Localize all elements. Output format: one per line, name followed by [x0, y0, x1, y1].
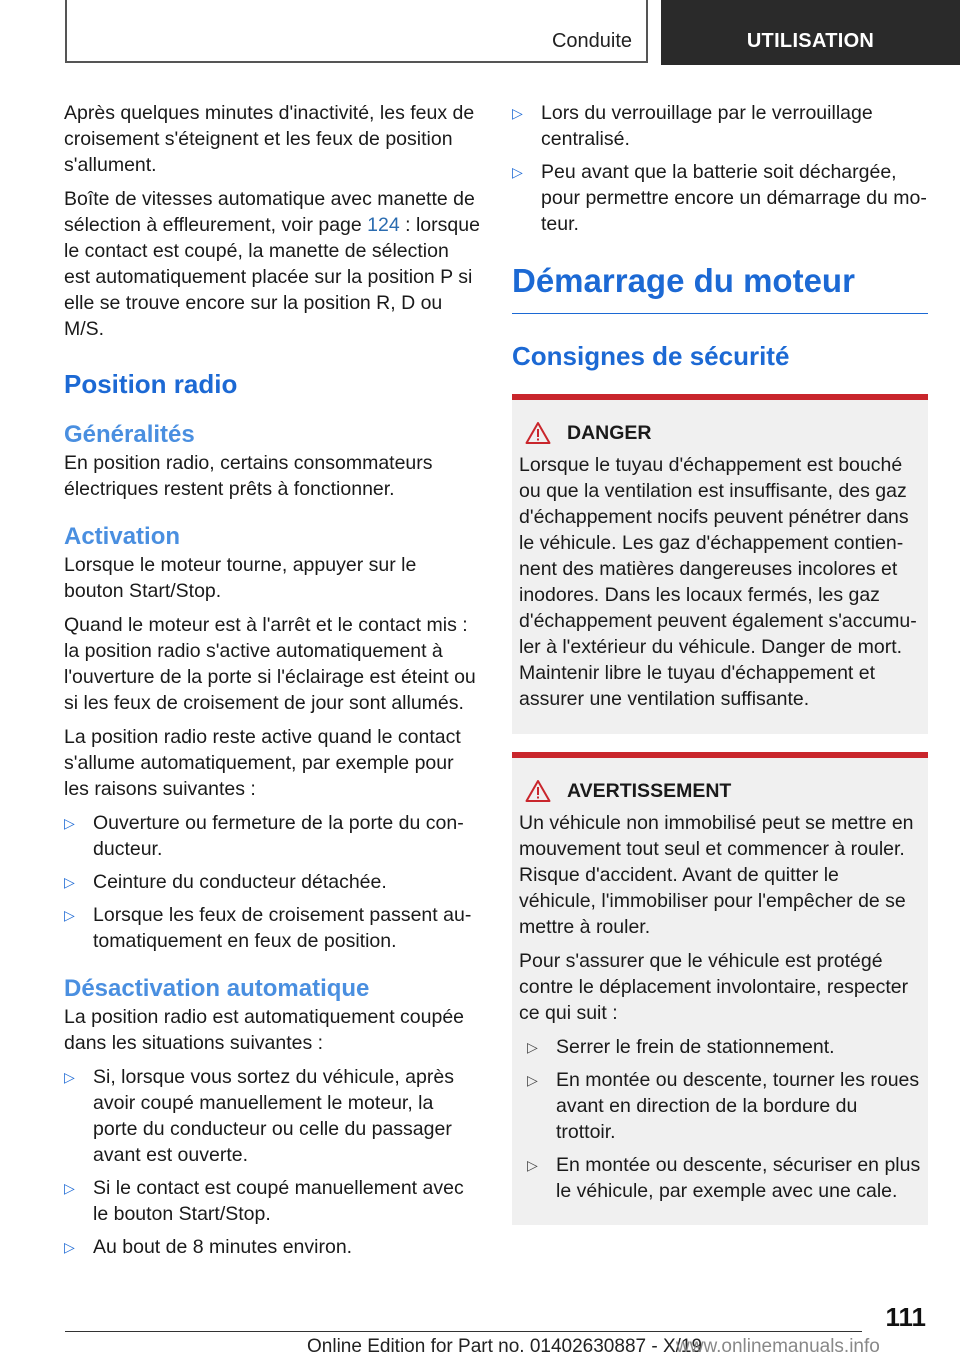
paragraph: Quand le moteur est à l'arrêt et le contact mis : la position radio s'active automatiquement à l'ouverture de la porte si l'éclairage est éteint ou si les feux de croisement de jour sont allumés.	[64, 614, 476, 714]
list-item: ▷ Lorsque les feux de croisement passent automatiquement en feux de position.	[64, 904, 472, 952]
paragraph-text: : lorsque le contact est coupé, la manette de sélection est automatiquement placée sur la position P si elle se trouve encore sur la position R, D ou M/S.	[64, 214, 480, 340]
danger-text: Lorsque le tuyau d'échappement est bouché ou que la ventilation est insuffisante, des gaz d'échappement nocifs peuvent pénétrer dans le véhicule. Les gaz d'échappement contiennent des matières dangereuses incolores et inodores. Dans les locaux fermés, les gaz d'échappement peuvent également s'accumuler à l'extérieur du véhicule. Danger de mort. Maintenir libre le tuyau d'échappement et assurer une ventilation suffisante.	[519, 454, 917, 710]
right-column	[512, 100, 928, 1225]
triangle-right-icon: ▷	[527, 1072, 538, 1088]
danger-box	[512, 394, 928, 734]
header-box	[65, 0, 648, 63]
triangle-right-icon: ▷	[512, 164, 523, 180]
triangle-right-icon: ▷	[512, 105, 523, 121]
triangle-right-icon: ▷	[527, 1039, 538, 1055]
page-link[interactable]: 124	[367, 214, 400, 236]
footer-watermark: www.onlinemanuals.info	[676, 1336, 880, 1357]
footer-edition: Online Edition for Part no. 01402630887 - X/19	[307, 1336, 703, 1357]
list-item: ▷ Si, lorsque vous sortez du véhicule, après avoir coupé manuellement le moteur, la porte du conducteur ou celle du passager avant est ouverte.	[64, 1066, 454, 1166]
list-item: ▷ En montée ou descente, sécuriser en plus le véhicule, par exemple avec une cale.	[527, 1154, 921, 1202]
paragraph-text: Boîte de vitesses automatique avec manette de sélection à effleurement, voir page	[64, 188, 475, 236]
triangle-right-icon: ▷	[64, 1180, 75, 1196]
list-item: ▷ Serrer le frein de stationnement.	[527, 1036, 835, 1058]
bullet-list	[64, 1064, 480, 1260]
list-item: ▷ Si le contact est coupé manuellement avec le bouton Start/Stop.	[64, 1177, 464, 1225]
triangle-right-icon: ▷	[64, 874, 75, 890]
warning-triangle-icon	[525, 779, 551, 803]
section-heading: Position radio	[64, 369, 238, 399]
warning-triangle-icon	[525, 421, 551, 445]
section-heading: Consignes de sécurité	[512, 341, 790, 371]
triangle-right-icon: ▷	[527, 1157, 538, 1173]
subheading: Activation	[64, 523, 181, 550]
left-column	[64, 100, 480, 1267]
warning-title: AVERTISSEMENT	[519, 778, 921, 804]
list-item: ▷ Lors du verrouillage par le verrouillage centralisé.	[512, 102, 873, 150]
header-chapter: UTILISATION	[661, 0, 960, 65]
subheading: Généralités	[64, 421, 195, 448]
paragraph: La position radio est automatiquement coupée dans les situations suivantes :	[64, 1006, 465, 1054]
list-item: ▷ Au bout de 8 minutes environ.	[64, 1236, 353, 1258]
paragraph: En position radio, certains consommateurs électriques restent prêts à fonctionner.	[64, 452, 433, 500]
list-item: ▷ Ceinture du conducteur détachée.	[64, 871, 387, 893]
danger-title: DANGER	[519, 420, 921, 446]
main-heading: Démarrage du moteur	[512, 261, 928, 314]
page-number: 111	[885, 1302, 926, 1332]
warning-box	[512, 752, 928, 1225]
paragraph	[64, 186, 480, 342]
triangle-right-icon: ▷	[64, 1069, 75, 1085]
footer-divider	[65, 1331, 862, 1332]
paragraph: Lorsque le moteur tourne, appuyer sur le bouton Start/Stop.	[64, 554, 417, 602]
bullet-list	[519, 1034, 921, 1204]
list-item: ▷ Ouverture ou fermeture de la porte du conducteur.	[64, 812, 464, 860]
header-section: Conduite	[551, 30, 632, 52]
paragraph: La position radio reste active quand le contact s'allume automatiquement, par exemple pour les raisons suivantes :	[64, 726, 461, 800]
list-item: ▷ En montée ou descente, tourner les roues avant en direction de la bordure du trottoir.	[527, 1069, 920, 1143]
triangle-right-icon: ▷	[64, 815, 75, 831]
list-item: ▷ Peu avant que la batterie soit déchargée, pour permettre encore un démarrage du moteur.	[512, 161, 927, 235]
bullet-list	[512, 100, 928, 237]
warning-text: Pour s'assurer que le véhicule est protégé contre le déplacement involontaire, respecter ce qui suit :	[519, 950, 909, 1024]
subheading: Désactivation automatique	[64, 975, 370, 1002]
triangle-right-icon: ▷	[64, 1239, 75, 1255]
paragraph: Après quelques minutes d'inactivité, les feux de croisement s'éteignent et les feux de position s'allument.	[64, 102, 475, 176]
warning-text: Un véhicule non immobilisé peut se mettre en mouvement tout seul et commencer à rouler. Risque d'accident. Avant de quitter le véhicule, l'immobiliser pour l'empêcher de se mettre à rouler.	[519, 812, 914, 938]
bullet-list	[64, 810, 480, 954]
triangle-right-icon: ▷	[64, 907, 75, 923]
